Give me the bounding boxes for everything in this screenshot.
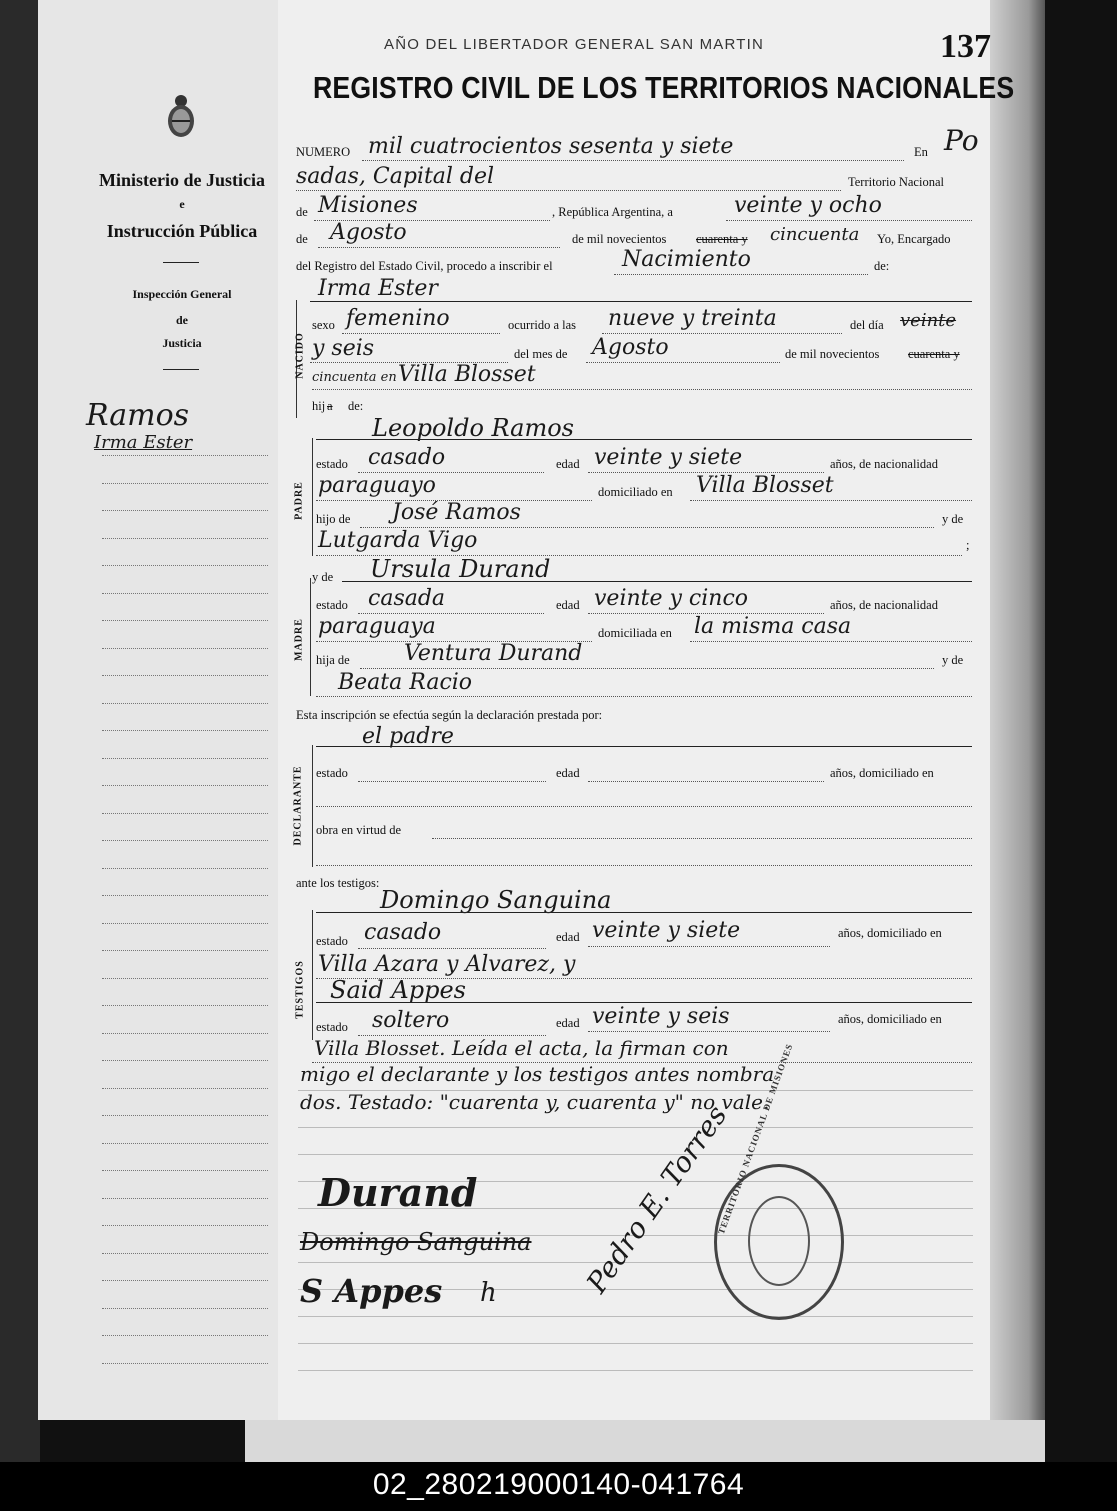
solid-line [316,912,972,913]
margin-rule [102,1115,268,1116]
closing-line1: Villa Blosset. Leída el acta, la firman con [314,1036,729,1060]
padre-anios-label: años, de nacionalidad [830,457,938,471]
witness1-name: Domingo Sanguina [380,886,612,914]
margin-rule [102,620,268,621]
dia-value-line2: y seis [312,336,375,361]
year-struck: cuarenta y [696,232,748,246]
margin-rule [102,1143,268,1144]
padre-edad-label: edad [556,457,580,471]
margin-rule [102,593,268,594]
margin-rule [102,1088,268,1089]
coat-of-arms-icon [164,93,198,139]
dotted-line [360,668,934,669]
section-bracket [310,578,311,696]
hijo-suffix: a [327,399,333,413]
territory-value: Misiones [318,193,418,218]
testigos-intro: ante los testigos: [296,876,380,890]
inspection-line2: de [176,313,188,327]
dotted-line [316,696,972,697]
declarante-name: el padre [362,724,454,749]
witness2-name: Said Appes [330,976,466,1004]
dotted-line [358,781,546,782]
padre-name: Leopoldo Ramos [372,414,574,442]
margin-rule [102,510,268,511]
nacido-name: Irma Ester [318,276,438,301]
republica-label: , República Argentina, a [552,205,673,219]
solid-line [316,746,972,747]
inspection-line3: Justicia [162,336,202,350]
lugar-value: Villa Blosset [398,362,536,387]
margin-rule [102,868,268,869]
year-label: de mil novecientos [572,232,667,246]
margin-rule [102,703,268,704]
de2-label: de [296,232,308,246]
margin-rule [102,1033,268,1034]
signature-2: Domingo Sanguina [300,1228,532,1256]
ministry-line1: Ministerio de Justicia [99,170,265,190]
margin-rule [102,483,268,484]
ruled-line [298,1316,973,1317]
dotted-line [588,1031,830,1032]
margin-given-name: Irma Ester [94,432,193,453]
w1-edad-value: veinte y siete [592,918,741,943]
padre-domiciliado-label: domiciliado en [598,485,673,499]
hijo-label: hij [312,399,326,413]
left-page [38,0,279,1420]
declarante-edad-label: edad [556,766,580,780]
dotted-line [602,333,842,334]
madre-de-padre: Lutgarda Vigo [318,528,478,553]
inspection-line1: Inspección General [132,287,232,301]
w2-edad-label: edad [556,1016,580,1030]
act-type-value: Nacimiento [622,247,751,272]
territorio-label: Territorio Nacional [848,175,944,189]
year-value: cincuenta [770,224,860,245]
margin-surname: Ramos [86,398,190,433]
testigos-section-label: TESTIGOS [294,960,306,1019]
madre-de-madre: Beata Racio [338,670,473,695]
ruled-line [298,1343,973,1344]
margin-rule [102,455,268,456]
solid-line [342,581,972,582]
en-label: En [914,145,928,159]
registro-label: del Registro del Estado Civil, procedo a inscribir el [296,259,553,273]
padre-edad-value: veinte y siete [594,445,743,470]
padre-estado-label: estado [316,457,348,471]
margin-rule [102,840,268,841]
mil-label: de mil novecientos [785,347,880,361]
margin-rule [102,1363,268,1364]
year-motto: AÑO DEL LIBERTADOR GENERAL SAN MARTIN [384,36,765,53]
w2-anios-label: años, domiciliado en [838,1012,942,1026]
margin-rule [102,1335,268,1336]
ocurrido-label: ocurrido a las [508,318,577,332]
hora-value: nueve y treinta [608,306,777,331]
page-edge [990,0,1045,1420]
padre-de-madre: Ventura Durand [404,641,583,666]
file-caption: 02_280219000140-041764 [0,1462,1117,1511]
margin-rule [102,1060,268,1061]
page-number: 137 [940,28,991,65]
section-bracket [312,438,313,556]
w1-anios-label: años, domiciliado en [838,926,942,940]
year-value-line2: cincuenta en [312,370,397,385]
margin-rule [102,1170,268,1171]
dotted-line [588,946,830,947]
margin-rule [102,1280,268,1281]
dia-value-struck: veinte [900,310,957,331]
w2-edad-value: veinte y seis [592,1004,730,1029]
section-bracket [312,745,313,867]
w1-estado-label: estado [316,934,348,948]
margin-rule [102,758,268,759]
madre-estado-value: casada [368,586,446,611]
w1-domicilio-value: Villa Azara y Alvarez, y [318,952,576,977]
del-mes-label: del mes de [514,347,568,361]
de3-label: de: [874,259,890,273]
margin-rule [102,1253,268,1254]
dotted-line [362,160,904,161]
section-bracket [312,910,313,1040]
solid-line [310,301,972,302]
madre-hija-de-label: hija de [316,653,350,667]
closing-line2: migo el declarante y los testigos antes nombra [300,1062,775,1086]
ruled-line [298,1370,973,1371]
madre-anios-label: años, de nacionalidad [830,598,938,612]
madre-y-de-label: y de [312,570,334,584]
margin-rule [102,1005,268,1006]
margin-rule [102,813,268,814]
dotted-line [312,389,972,390]
nacido-year-struck: cuarenta y [908,347,960,361]
registry-title: REGISTRO CIVIL DE LOS TERRITORIOS NACIONALES [313,70,1015,105]
margin-rule [102,978,268,979]
book-bottom [245,1420,1045,1462]
madre-section-label: MADRE [293,618,305,661]
padre-hijo-de-label: hijo de [316,512,351,526]
margin-rule [102,648,268,649]
del-dia-label: del día [850,318,884,332]
dotted-line [588,781,824,782]
sexo-label: sexo [312,318,335,332]
declarante-intro: Esta inscripción se efectúa según la declaración prestada por: [296,708,603,722]
dotted-line [296,190,841,191]
ministry-line3: Instrucción Pública [106,221,258,241]
margin-rule [102,950,268,951]
ruled-line [298,1127,973,1128]
margin-rule [102,565,268,566]
dotted-line [690,500,972,501]
padre-semicolon: ; [966,538,970,552]
madre-domicilio-value: la misma casa [694,614,852,639]
solid-line [316,439,972,440]
dotted-line [614,274,868,275]
padre-de-padre: José Ramos [392,500,521,525]
sexo-value: femenino [346,306,450,331]
encargado-label: Yo, Encargado [877,232,951,246]
w2-estado-label: estado [316,1020,348,1034]
signature-3: S Appes [300,1272,443,1310]
book-binding [0,0,40,1462]
nacido-section-label: NACIDO [294,332,306,379]
w1-estado-value: casado [364,920,442,945]
ruled-line [298,1154,973,1155]
margin-rule [102,538,268,539]
dotted-line [586,362,780,363]
divider [163,262,199,263]
w2-estado-value: soltero [372,1008,450,1033]
declarante-anios-label: años, domiciliado en [830,766,934,780]
month-value: Agosto [330,220,407,245]
dotted-line [726,220,972,221]
ruled-line [298,1262,973,1263]
signature-3-mark: h [480,1278,497,1308]
padre-estado-value: casado [368,445,446,470]
declarante-section-label: DECLARANTE [292,765,304,846]
solid-line [316,1002,972,1003]
closing-line3: dos. Testado: "cuarenta y, cuarenta y" no vale. [300,1090,770,1114]
madre-estado-label: estado [316,598,348,612]
dotted-line [358,948,546,949]
margin-rule [102,923,268,924]
signature-4: Pedro E. Torres [580,1099,734,1299]
padre-section-label: PADRE [293,481,305,520]
hijo-de-label: de: [348,399,364,413]
signature-1: Durand [318,1170,478,1215]
place-part2: sadas, Capital del [296,164,495,189]
madre-name: Ursula Durand [370,555,551,583]
ministry-line2: e [179,197,185,211]
margin-rule [102,1225,268,1226]
madre-edad-label: edad [556,598,580,612]
dotted-line [690,641,972,642]
margin-rule [102,675,268,676]
day-value: veinte y ocho [734,193,882,218]
padre-domicilio-value: Villa Blosset [696,473,834,498]
margin-rule [102,1198,268,1199]
madre-y-de-label2: y de [942,653,964,667]
dotted-line [316,865,972,866]
madre-domiciliada-label: domiciliada en [598,626,672,640]
margin-rule [102,895,268,896]
declarante-estado-label: estado [316,766,348,780]
numero-label: NUMERO [296,145,351,159]
dotted-line [342,333,500,334]
numero-value: mil cuatrocientos sesenta y siete [368,134,734,159]
de-label: de [296,205,308,219]
dotted-line [316,806,972,807]
margin-rule [102,785,268,786]
seal-emblem-icon [748,1196,810,1286]
obra-label: obra en virtud de [316,823,402,837]
divider [163,369,199,370]
madre-edad-value: veinte y cinco [594,586,749,611]
place-part1: Po [944,124,979,157]
madre-nacionalidad-value: paraguaya [318,614,436,639]
seal-text: TERRITORIO NACIONAL DE MISIONES [716,1042,795,1236]
dotted-line [318,247,560,248]
mes-value: Agosto [592,335,669,360]
dotted-line [432,838,972,839]
margin-rule [102,1308,268,1309]
margin-rule [102,730,268,731]
w1-edad-label: edad [556,930,580,944]
padre-nacionalidad-value: paraguayo [318,473,436,498]
padre-y-de-label: y de [942,512,964,526]
